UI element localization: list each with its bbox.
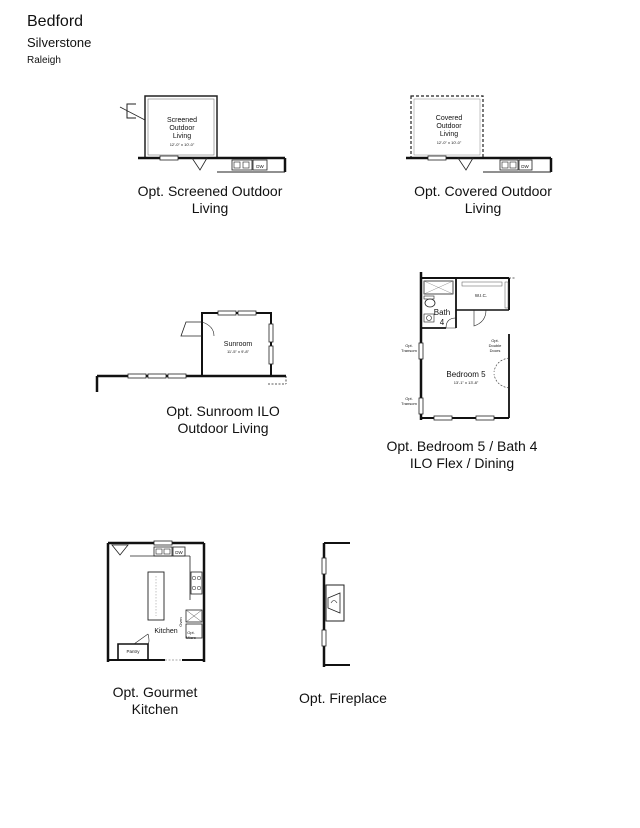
transom-2-label-1: Opt. [405,396,413,401]
screened-outdoor-living-plan [120,96,285,172]
covered-caption-line-1: Opt. Covered Outdoor [414,183,552,199]
bedroom-label: Bedroom 5 [446,370,486,379]
screened-outdoor-caption [120,183,300,217]
wic-label: W.I.C. [474,293,488,298]
oven-label: Oven [178,617,183,627]
bedroom-caption-line-2: ILO Flex / Dining [409,455,515,471]
sunroom-plan [97,311,286,392]
sunroom-caption [133,403,313,437]
transom-1-label-1: Opt. [405,343,413,348]
screened-room-label-3: Living [172,133,192,140]
screened-room-label-1: Screened [167,117,197,124]
opt-micro-label-1: Opt. [187,630,195,635]
kitchen-caption-line-1: Opt. Gourmet [112,684,198,700]
covered-room-dims: 12'-0" x 10'-0" [436,140,462,145]
kitchen-caption-line-2: Kitchen [131,701,179,717]
kitchen-label: Kitchen [154,628,178,635]
sunroom-label: Sunroom [223,341,253,348]
double-doors-label-3: Doors [489,348,501,353]
plan-title: Bedford [27,13,84,30]
pantry-label: Pantry [126,649,140,654]
screened-room-label-2: Outdoor [169,125,195,132]
bedroom-5-bath-4-plan [401,272,516,420]
fireplace-caption-line: Opt. Fireplace [299,690,387,706]
double-doors-label-1: Opt. [491,338,499,343]
screened-caption-line-1: Opt. Screened Outdoor [137,183,283,199]
screened-room-dims: 12'-0" x 10'-0" [169,142,195,147]
covered-caption-line-2: Living [464,200,502,216]
bedroom-caption-line-1: Opt. Bedroom 5 / Bath 4 [386,438,538,454]
covered-room-label-3: Living [439,131,459,138]
covered-dw-label: DW [521,164,529,169]
plan-location: Raleigh [27,55,61,66]
plan-subtitle: Silverstone [27,35,92,50]
bedroom-dims: 13'-1" x 13'-8" [453,380,479,385]
covered-room-label-2: Outdoor [436,123,462,130]
kitchen-caption [80,684,230,718]
covered-outdoor-caption [393,183,573,217]
sunroom-caption-line-1: Opt. Sunroom ILO [166,403,280,419]
bath-number: 4 [439,318,445,327]
double-doors-label-2: Double [488,343,502,348]
gourmet-kitchen-plan [108,541,204,662]
covered-outdoor-living-plan [406,96,551,172]
sunroom-caption-line-2: Outdoor Living [177,420,269,436]
transom-2-label-2: Transom [401,401,417,406]
screened-dw-label: DW [256,164,264,169]
bath-label: Bath [433,308,451,317]
transom-1-label-2: Transom [401,348,417,353]
kitchen-dw-label: DW [175,550,183,555]
screened-caption-line-2: Living [191,200,229,216]
fireplace-caption [273,690,413,707]
sunroom-dims: 11'-5" x 9'-8" [226,349,250,354]
bedroom-caption [362,438,562,472]
covered-room-label-1: Covered [435,115,463,122]
opt-micro-label-2: Micro [186,635,196,640]
fireplace-plan [322,543,350,667]
